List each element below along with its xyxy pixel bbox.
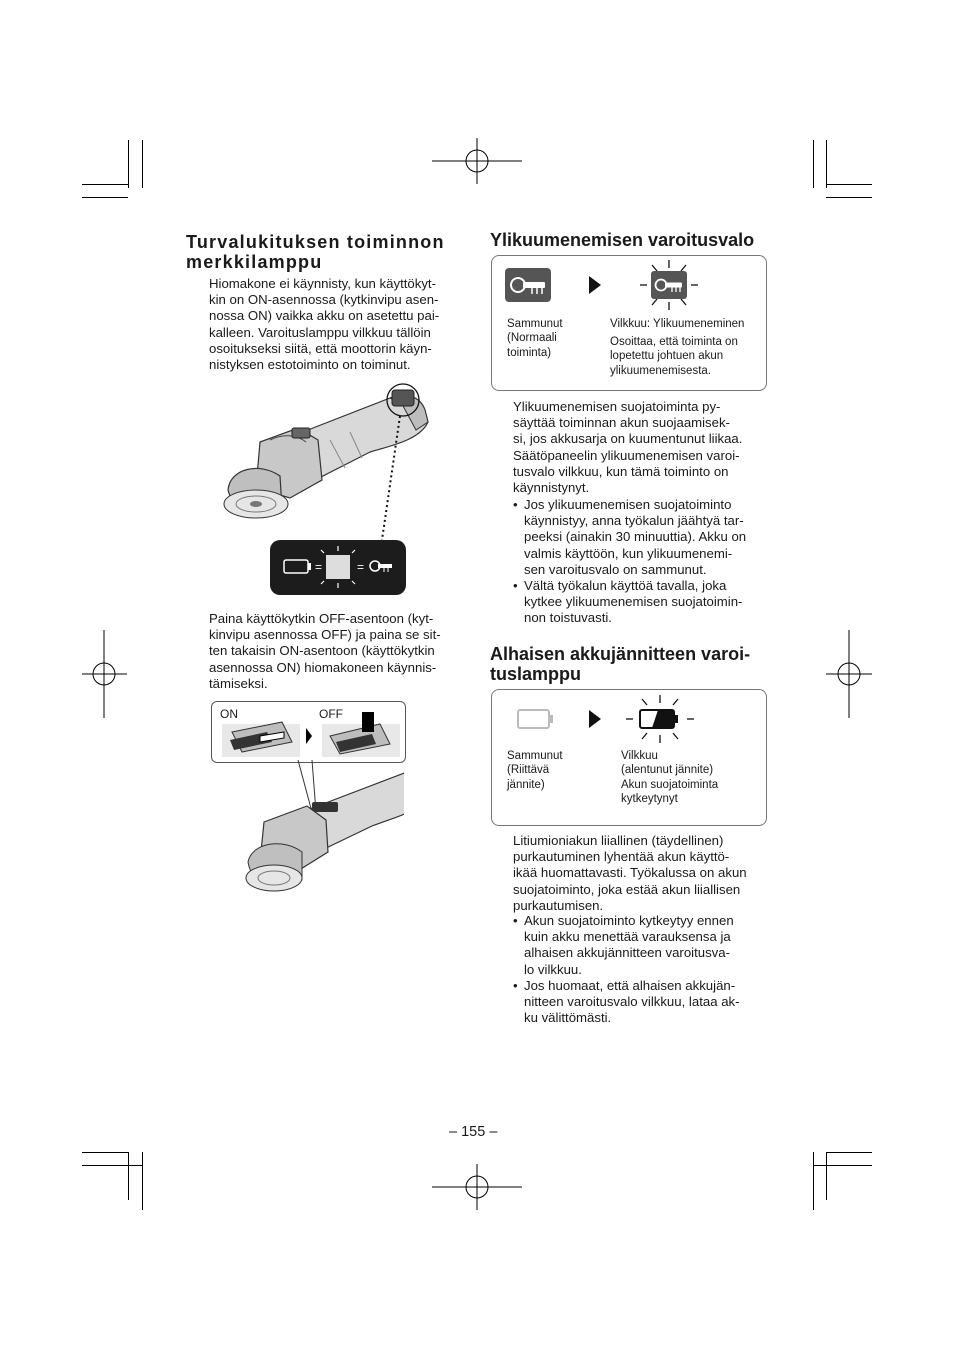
low-voltage-off-caption	[507, 749, 563, 792]
heading-safety-lock	[186, 232, 466, 272]
overheat-off-caption	[507, 317, 563, 360]
low-voltage-paragraph	[513, 833, 767, 914]
text-line: käynnistynyt.	[513, 480, 590, 496]
text-line: Hiomakone ei käynnisty, kun käyttökyt-	[209, 276, 436, 291]
angle-grinder-illustration	[220, 380, 435, 598]
caption-line: lopetettu johtuen akun	[610, 350, 724, 363]
text-line: kinvipu asennossa OFF) ja paina se sit-	[209, 627, 441, 643]
caption-line: Sammunut	[507, 750, 563, 762]
text-line: Litiumioniakun liiallinen (täydellinen)	[513, 833, 724, 848]
heading-line: merkkilamppu	[186, 252, 323, 272]
caption-line: Vilkkuu	[621, 750, 658, 762]
list-item	[511, 578, 767, 627]
overheat-paragraph	[513, 399, 767, 496]
overheat-bullets	[511, 497, 767, 627]
heading-line: Turvalukituksen toiminnon	[186, 232, 445, 252]
play-arrow-icon	[589, 710, 601, 728]
text-line: ten takaisin ON-asentoon (käyttökytkin	[209, 643, 435, 659]
text-line: lo vilkkuu.	[524, 961, 582, 977]
overheat-blink-description	[610, 335, 738, 378]
text-line: tusvalo vilkkuu, kun tämä toiminto on	[513, 463, 729, 479]
temperature-icon	[638, 257, 700, 313]
text-line: • Vältä työkalun käyttöä tavalla, joka	[524, 578, 727, 594]
text-line: käynnistyy, anna työkalun jäähtyä tar-	[524, 513, 744, 529]
low-voltage-blink-caption	[621, 749, 718, 807]
heading-overheat: Ylikuumenemisen varoitusvalo	[490, 230, 755, 250]
caption-line: (Normaali	[507, 332, 557, 345]
text-line: asennossa ON) hiomakoneen käynnis-	[209, 659, 437, 675]
caption-line: Osoittaa, että toiminta on	[610, 336, 738, 348]
text-line: Ylikuumenemisen suojatoiminta py-	[513, 399, 721, 414]
text-line: sen varoitusvalo on sammunut.	[524, 561, 707, 577]
text-line: säyttää toiminnan akun suojaamisek-	[513, 415, 730, 431]
heading-line: tuslamppu	[490, 664, 582, 684]
text-line: kuin akku menettää varauksensa ja	[524, 929, 731, 945]
text-line: • Jos ylikuumenemisen suojatoiminto	[524, 497, 732, 512]
text-line: suojatoiminto, joka estää akun liiallisen	[513, 881, 741, 897]
battery-icon	[517, 709, 555, 729]
battery-icon	[624, 693, 696, 745]
safety-lock-paragraph	[209, 276, 463, 373]
svg-text:=: =	[315, 560, 323, 574]
text-line: nistyksen estotoiminto on toiminut.	[209, 357, 411, 373]
text-line: • Jos huomaat, että alhaisen akkujän-	[524, 977, 736, 993]
caption-line: (alentunut jännite)	[621, 764, 714, 777]
text-line: non toistuvasti.	[524, 610, 612, 626]
play-arrow-icon	[589, 276, 601, 294]
switch-lever-illustration	[212, 702, 404, 902]
text-line: peeksi (ainakin 30 minuuttia). Akku on	[524, 529, 747, 545]
text-line: tämiseksi.	[209, 675, 268, 691]
text-line: kalleen. Varoituslamppu vilkkuu tällöin	[209, 324, 431, 340]
caption-line: (Riittävä	[507, 764, 550, 777]
text-line: purkautuminen lyhentää akun käyttö-	[513, 849, 730, 865]
text-line: Säätöpaneelin ylikuumenemisen varoi-	[513, 447, 740, 463]
heading-line: Alhaisen akkujännitteen varoi-	[490, 644, 751, 664]
text-line: osoitukseksi siitä, että moottorin käyn-	[209, 340, 432, 356]
heading-low-voltage	[490, 644, 775, 684]
text-line: si, jos akkusarja on kuumentunut liikaa.	[513, 431, 743, 447]
temperature-icon	[505, 268, 551, 302]
caption-line: Akun suojatoiminta	[621, 778, 719, 791]
switch-instruction-paragraph	[209, 611, 463, 692]
text-line: purkautumisen.	[513, 897, 604, 913]
text-line: kin on ON-asennossa (kytkinvipu asen-	[209, 292, 439, 308]
text-line: kytkee ylikuumenemisen suojatoimin-	[524, 594, 743, 610]
overheat-blink-caption: Vilkkuu: Ylikuumeneminen	[610, 318, 745, 330]
caption-line: kytkeytynyt	[621, 793, 678, 806]
text-line: Paina käyttökytkin OFF-asentoon (kyt-	[209, 611, 434, 626]
list-item	[511, 913, 767, 978]
text-line: ku välittömästi.	[524, 1010, 612, 1026]
text-line: ikää huomattavasti. Työkalussa on akun	[513, 865, 747, 881]
switch-off-label: OFF	[319, 707, 343, 721]
caption-line: toiminta)	[507, 346, 552, 359]
svg-text:=: =	[357, 560, 365, 574]
text-line: • Akun suojatoiminto kytkeytyy ennen	[524, 913, 734, 928]
text-line: nitteen varoitusvalo vilkkuu, lataa ak-	[524, 994, 740, 1010]
list-item	[511, 497, 767, 578]
caption-line: jännite)	[507, 778, 545, 791]
page-number: – 155 –	[449, 1124, 498, 1140]
caption-line: Sammunut	[507, 318, 563, 330]
caption-line: ylikuumenemisesta.	[610, 364, 711, 377]
text-line: nossa ON) vaikka akku on asetettu pai-	[209, 308, 440, 324]
text-line: valmis käyttöön, kun ylikuumenemi-	[524, 545, 733, 561]
low-voltage-bullets	[511, 913, 767, 1026]
switch-on-label: ON	[220, 707, 238, 721]
list-item	[511, 978, 767, 1027]
text-line: alhaisen akkujännitteen varoitusva-	[524, 945, 730, 961]
